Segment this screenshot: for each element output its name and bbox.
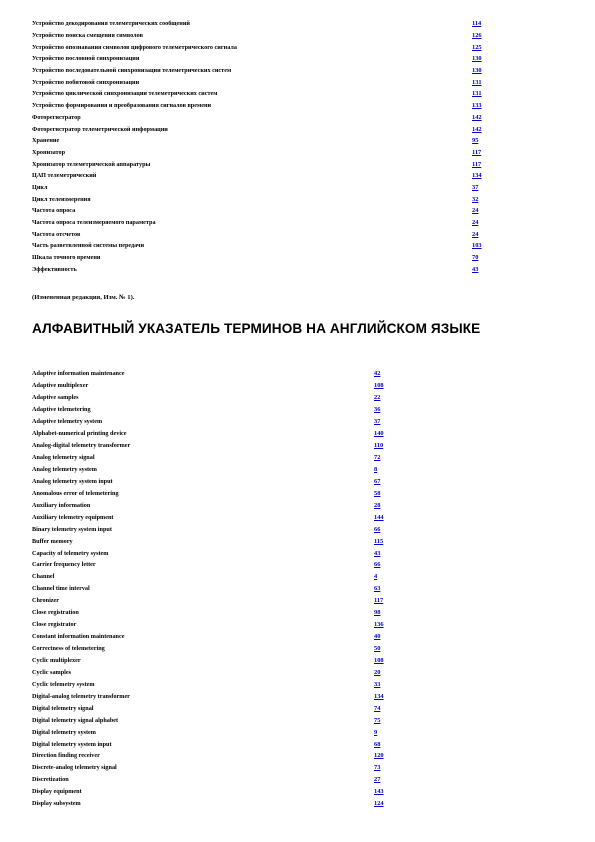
russian-index-row — [32, 65, 502, 77]
english-term: Analog-digital telemetry transformer — [32, 442, 131, 450]
russian-term: Частота опроса — [32, 207, 76, 215]
russian-term: ЦАП телеметрический — [32, 172, 97, 180]
english-index-row — [32, 511, 432, 523]
english-term: Correctness of telemetering — [32, 645, 105, 653]
russian-term: Частота опроса телеизмеряемого параметра — [32, 219, 156, 227]
english-page-link[interactable]: 134 — [374, 692, 384, 700]
russian-index-row — [32, 240, 502, 252]
english-index-row — [32, 452, 432, 464]
english-page-link[interactable]: 66 — [374, 561, 381, 569]
russian-term: Устройство пословной синхронизации — [32, 55, 140, 63]
english-term: Cyclic samples — [32, 668, 72, 676]
russian-page-link[interactable]: 130 — [472, 67, 482, 75]
english-page-link[interactable]: 136 — [374, 621, 384, 629]
english-term: Chronizer — [32, 597, 60, 605]
russian-index-row — [32, 147, 502, 159]
english-index-row — [32, 774, 432, 786]
russian-page-link[interactable]: 32 — [472, 195, 479, 203]
english-index-row — [32, 499, 432, 511]
english-index-row — [32, 571, 432, 583]
english-term: Adaptive telemetering — [32, 406, 91, 414]
english-page-link[interactable]: 36 — [374, 406, 381, 414]
russian-index-row — [32, 182, 502, 194]
russian-page-link[interactable]: 126 — [472, 32, 482, 40]
russian-page-link[interactable]: 134 — [472, 172, 482, 180]
english-term: Adaptive telemetry system — [32, 418, 103, 426]
russian-index-row — [32, 158, 502, 170]
english-index-row — [32, 786, 432, 798]
english-term: Alphabet-numerical printing device — [32, 430, 127, 438]
russian-page-link[interactable]: 24 — [472, 230, 479, 238]
english-term: Channel time interval — [32, 585, 90, 593]
english-page-link[interactable]: 8 — [374, 465, 378, 473]
english-term: Close registrator — [32, 621, 77, 629]
russian-index-row — [32, 193, 502, 205]
english-index-row — [32, 428, 432, 440]
russian-index-row — [32, 41, 502, 53]
russian-index-row — [32, 252, 502, 264]
russian-page-link[interactable]: 125 — [472, 43, 482, 51]
english-term: Direction finding receiver — [32, 752, 100, 760]
english-page-link[interactable]: 73 — [374, 764, 381, 772]
russian-page-link[interactable]: 142 — [472, 113, 482, 121]
english-page-link[interactable]: 110 — [374, 442, 384, 450]
english-index-row — [32, 678, 432, 690]
english-term: Close registration — [32, 609, 79, 617]
russian-term: Устройство поиска смещения символов — [32, 32, 143, 40]
english-term: Anomalous error of telemetering — [32, 489, 119, 497]
russian-term: Хронизатор — [32, 148, 66, 156]
russian-index-row — [32, 53, 502, 65]
russian-term: Устройство декодирования телеметрических сообщений — [32, 20, 190, 28]
english-index-row — [32, 690, 432, 702]
english-term: Adaptive samples — [32, 394, 79, 402]
russian-term: Цикл телеизмерения — [32, 195, 91, 203]
english-index-row — [32, 547, 432, 559]
english-term: Digital telemetry system — [32, 728, 96, 736]
english-index-row — [32, 392, 432, 404]
english-page-link[interactable]: 63 — [374, 585, 381, 593]
english-index-row — [32, 559, 432, 571]
english-index-row — [32, 475, 432, 487]
english-term: Discrete-analog telemetry signal — [32, 764, 117, 772]
english-index-row — [32, 738, 432, 750]
russian-page-link[interactable]: 131 — [472, 78, 482, 86]
english-term: Analog telemetry system input — [32, 477, 113, 485]
english-index-row — [32, 655, 432, 667]
russian-term: Часть разветвленной системы передачи — [32, 242, 145, 250]
english-page-link[interactable]: 68 — [374, 740, 381, 748]
russian-index-row — [32, 123, 502, 135]
english-term: Analog telemetry signal — [32, 454, 95, 462]
english-term: Cyclic telemetry system — [32, 680, 95, 688]
english-index-row — [32, 464, 432, 476]
english-term: Auxiliary telemetry equipment — [32, 513, 114, 521]
russian-index-row — [32, 205, 502, 217]
english-term: Digital-analog telemetry transformer — [32, 692, 130, 700]
english-page-link[interactable]: 22 — [374, 394, 381, 402]
russian-term: Устройство циклической синхронизации телеметрических систем — [32, 90, 218, 98]
english-index-row — [32, 440, 432, 452]
english-index-row — [32, 404, 432, 416]
russian-index-row — [32, 76, 502, 88]
russian-page-link[interactable]: 114 — [472, 20, 482, 28]
english-index-row — [32, 666, 432, 678]
english-page-link[interactable]: 42 — [374, 370, 381, 378]
russian-page-link[interactable]: 131 — [472, 90, 482, 98]
english-index-row — [32, 714, 432, 726]
russian-term: Частота отсчетов — [32, 230, 81, 238]
russian-index-row — [32, 88, 502, 100]
russian-page-link[interactable]: 70 — [472, 254, 479, 262]
english-term: Digital telemetry signal alphabet — [32, 716, 119, 724]
english-page-link[interactable]: 124 — [374, 800, 384, 808]
english-index-row — [32, 380, 432, 392]
english-term: Constant information maintenance — [32, 633, 125, 641]
english-page-link[interactable]: 4 — [374, 573, 378, 581]
english-page-link[interactable]: 98 — [374, 609, 381, 617]
russian-page-link[interactable]: 24 — [472, 219, 479, 227]
english-page-link[interactable]: 43 — [374, 549, 381, 557]
english-page-link[interactable]: 9 — [374, 728, 378, 736]
english-term: Analog telemetry system — [32, 465, 97, 473]
english-page-link[interactable]: 66 — [374, 525, 381, 533]
russian-term: Хронизатор телеметрической аппаратуры — [32, 160, 151, 168]
english-page-link[interactable]: 50 — [374, 645, 381, 653]
english-term: Digital telemetry system input — [32, 740, 112, 748]
english-term: Buffer memory — [32, 537, 73, 545]
russian-page-link[interactable]: 117 — [472, 148, 482, 156]
english-page-link[interactable]: 143 — [374, 788, 384, 796]
english-term: Display equipment — [32, 788, 82, 796]
english-index-row — [32, 798, 432, 810]
english-page-link[interactable]: 58 — [374, 489, 381, 497]
english-index-row — [32, 643, 432, 655]
english-index-row — [32, 607, 432, 619]
english-index-row — [32, 631, 432, 643]
english-index-heading: АЛФАВИТНЫЙ УКАЗАТЕЛЬ ТЕРМИНОВ НА АНГЛИЙСКОМ ЯЗЫКЕ — [32, 321, 481, 336]
english-index-row — [32, 368, 432, 380]
english-term: Discretization — [32, 776, 69, 784]
english-page-link[interactable]: 72 — [374, 454, 381, 462]
russian-term: Фоторегистратор телеметрической информации — [32, 125, 168, 133]
english-index-row — [32, 595, 432, 607]
english-term: Channel — [32, 573, 55, 581]
english-page-link[interactable]: 37 — [374, 418, 381, 426]
russian-index-row — [32, 170, 502, 182]
english-term: Display subsystem — [32, 800, 81, 808]
english-page-link[interactable]: 74 — [374, 704, 381, 712]
russian-page-link[interactable]: 133 — [472, 102, 482, 110]
english-page-link[interactable]: 120 — [374, 752, 384, 760]
english-index-row — [32, 619, 432, 631]
russian-index-row — [32, 112, 502, 124]
english-index-row — [32, 523, 432, 535]
english-page-link[interactable]: 20 — [374, 668, 381, 676]
english-page-link[interactable]: 108 — [374, 656, 384, 664]
russian-term: Устройство формирования и преобразования сигналов времени — [32, 102, 212, 110]
russian-term: Шкала точного времени — [32, 254, 101, 262]
russian-term: Цикл — [32, 183, 48, 191]
russian-term-index — [32, 18, 502, 275]
russian-term: Хранение — [32, 137, 60, 145]
english-term: Cyclic multiplexer — [32, 656, 81, 664]
english-page-link[interactable]: 108 — [374, 382, 384, 390]
russian-term: Фоторегистратор — [32, 113, 81, 121]
russian-page-link[interactable]: 117 — [472, 160, 482, 168]
russian-index-row — [32, 135, 502, 147]
russian-page-link[interactable]: 37 — [472, 183, 479, 191]
english-term: Adaptive multiplexer — [32, 382, 89, 390]
russian-term: Устройство опознавания символов цифрового телеметрического сигнала — [32, 43, 237, 51]
english-page-link[interactable]: 115 — [374, 537, 384, 545]
english-index-row — [32, 726, 432, 738]
russian-index-row — [32, 217, 502, 229]
russian-page-link[interactable]: 24 — [472, 207, 479, 215]
russian-page-link[interactable]: 130 — [472, 55, 482, 63]
english-index-row — [32, 762, 432, 774]
russian-index-row — [32, 100, 502, 112]
english-term: Binary telemetry system input — [32, 525, 112, 533]
english-term: Carrier frequency letter — [32, 561, 96, 569]
english-index-row — [32, 487, 432, 499]
english-page-link[interactable]: 40 — [374, 633, 381, 641]
russian-page-link[interactable]: 95 — [472, 137, 479, 145]
english-index-row — [32, 416, 432, 428]
russian-term: Устройство побитовой синхронизации — [32, 78, 140, 86]
english-page-link[interactable]: 67 — [374, 477, 381, 485]
english-term: Adaptive information maintenance — [32, 370, 125, 378]
russian-page-link[interactable]: 103 — [472, 242, 482, 250]
english-page-link[interactable]: 117 — [374, 597, 384, 605]
english-term: Digital telemetry signal — [32, 704, 94, 712]
russian-index-row — [32, 263, 502, 275]
russian-page-link[interactable]: 43 — [472, 265, 479, 273]
russian-page-link[interactable]: 142 — [472, 125, 482, 133]
english-page-link[interactable]: 33 — [374, 680, 381, 688]
russian-term: Эффективность — [32, 265, 77, 273]
russian-index-row — [32, 228, 502, 240]
english-page-link[interactable]: 144 — [374, 513, 384, 521]
english-page-link[interactable]: 27 — [374, 776, 381, 784]
russian-index-row — [32, 18, 502, 30]
russian-index-row — [32, 30, 502, 42]
english-index-row — [32, 702, 432, 714]
russian-term: Устройство последовательной синхронизации телеметрических систем — [32, 67, 232, 75]
english-index-row — [32, 535, 432, 547]
english-index-row — [32, 750, 432, 762]
english-page-link[interactable]: 28 — [374, 501, 381, 509]
english-page-link[interactable]: 75 — [374, 716, 381, 724]
english-term: Auxiliary information — [32, 501, 91, 509]
english-page-link[interactable]: 140 — [374, 430, 384, 438]
english-index-row — [32, 583, 432, 595]
amendment-note: (Измененная редакция, Изм. № 1). — [32, 294, 135, 301]
english-term-index — [32, 368, 432, 810]
english-term: Capacity of telemetry system — [32, 549, 109, 557]
